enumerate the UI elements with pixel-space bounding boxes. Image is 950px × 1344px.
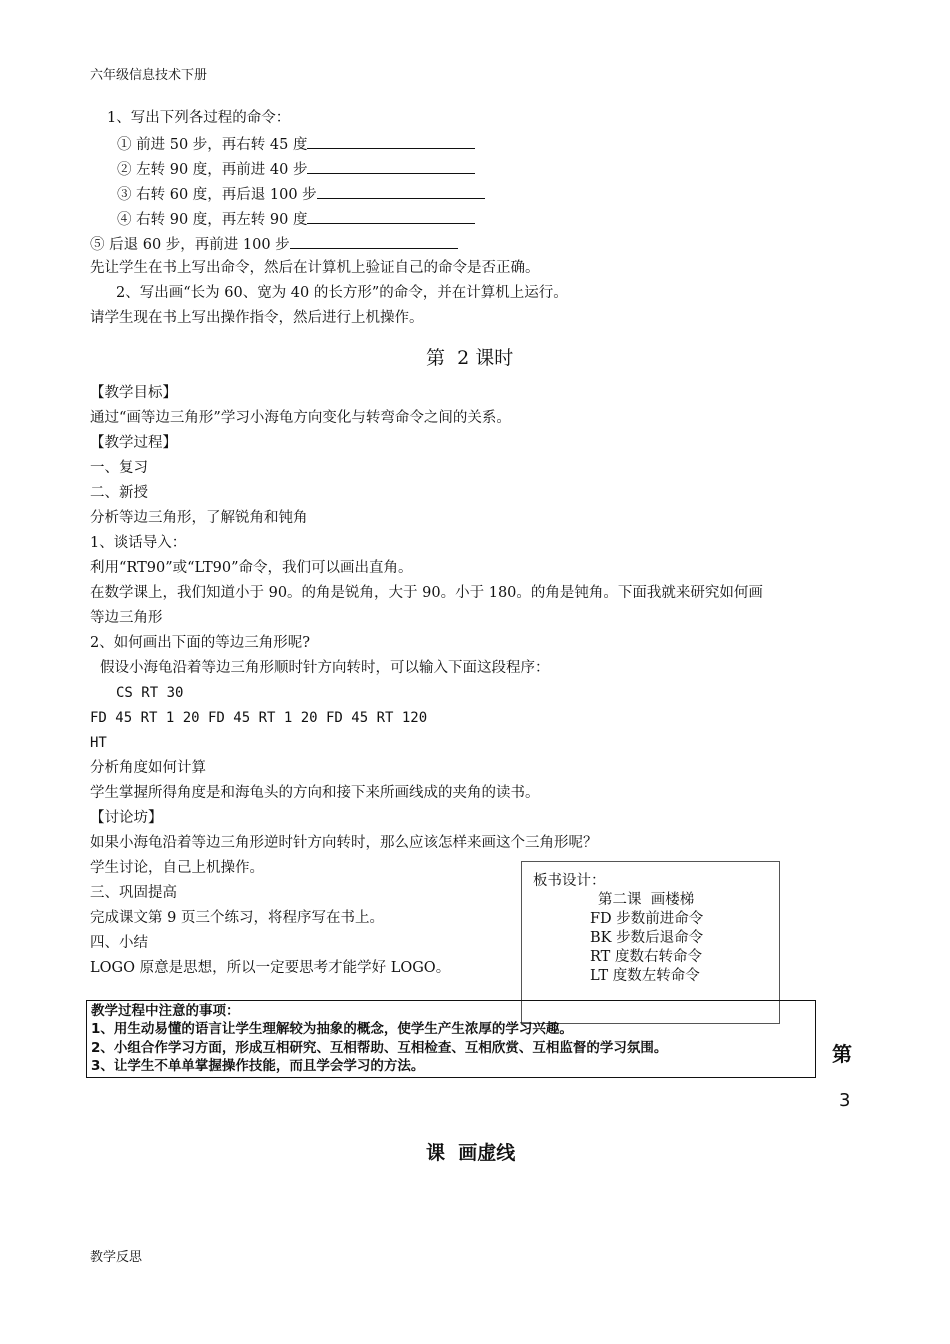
exercise2-note: 请学生现在书上写出操作指令，然后进行上机操作。 bbox=[90, 310, 424, 326]
assume-text: 假设小海龟沿着等边三角形顺时针方向转时，可以输入下面这段程序： bbox=[100, 660, 550, 676]
section-new: 二、新授 bbox=[90, 485, 148, 501]
notes-item: 1、用生动易懂的语言让学生理解较为抽象的概念，使学生产生浓厚的学习兴趣。 bbox=[91, 1021, 573, 1037]
intro-text: 利用“RT90”或“LT90”命令，我们可以画出直角。 bbox=[90, 560, 413, 576]
discuss-heading: 【讨论坊】 bbox=[90, 810, 163, 826]
exercise1-title: 1、写出下列各过程的命令： bbox=[107, 110, 291, 126]
lesson2-title: 第 2 课时 bbox=[426, 347, 514, 369]
code-line: CS RT 30 bbox=[116, 685, 184, 701]
goal-heading: 【教学目标】 bbox=[90, 385, 177, 401]
code-line: FD 45 RT 1 20 FD 45 RT 1 20 FD 45 RT 120 bbox=[90, 710, 428, 726]
section-review: 一、复习 bbox=[90, 460, 148, 476]
board-line: 第二课 画楼梯 bbox=[598, 892, 695, 908]
exercise1-item: ③ 右转 60 度，再后退 100 步 bbox=[117, 183, 485, 205]
math-text-line1: 在数学课上，我们知道小于 90。的角是锐角，大于 90。小于 180。的角是钝角。下面我就来研究如何画 bbox=[90, 585, 763, 601]
page-header: 六年级信息技术下册 bbox=[90, 68, 208, 83]
exercise1-item: ④ 右转 90 度，再左转 90 度 bbox=[117, 208, 475, 230]
exercise1-item: ① 前进 50 步，再右转 45 度 bbox=[117, 133, 475, 155]
discuss-answer: 学生讨论，自己上机操作。 bbox=[90, 860, 264, 876]
page-footer: 教学反思 bbox=[90, 1250, 143, 1265]
notes-item: 2、小组合作学习方面，形成互相研究、互相帮助、互相检查、互相欣赏、互相监督的学习氛围。 bbox=[91, 1040, 668, 1056]
board-line: BK 步数后退命令 bbox=[590, 930, 704, 946]
summary-text: LOGO 原意是思想，所以一定要思考才能学好 LOGO。 bbox=[90, 960, 451, 976]
code-line: HT bbox=[90, 735, 107, 751]
analysis-text: 分析等边三角形，了解锐角和钝角 bbox=[90, 510, 308, 526]
student-angle: 学生掌握所得角度是和海龟头的方向和接下来所画线成的夹角的读书。 bbox=[90, 785, 540, 801]
lesson3-title-part: 3 bbox=[839, 1090, 851, 1111]
teaching-notes-box bbox=[86, 1000, 816, 1078]
exercise1-item: ② 左转 90 度，再前进 40 步 bbox=[117, 158, 475, 180]
practice-text: 完成课文第 9 页三个练习，将程序写在书上。 bbox=[90, 910, 384, 926]
angle-calc: 分析角度如何计算 bbox=[90, 760, 206, 776]
board-title: 板书设计： bbox=[533, 873, 606, 889]
lesson3-title: 课 画虚线 bbox=[426, 1142, 516, 1164]
board-line: LT 度数左转命令 bbox=[590, 968, 700, 984]
notes-item: 3、让学生不单单掌握操作技能，而且学会学习的方法。 bbox=[91, 1058, 425, 1074]
board-line: RT 度数右转命令 bbox=[590, 949, 702, 965]
section-consolidate: 三、巩固提高 bbox=[90, 885, 177, 901]
exercise1-note: 先让学生在书上写出命令，然后在计算机上验证自己的命令是否正确。 bbox=[90, 260, 540, 276]
notes-title: 教学过程中注意的事项： bbox=[91, 1003, 240, 1019]
section-summary: 四、小结 bbox=[90, 935, 148, 951]
math-text-line2: 等边三角形 bbox=[90, 610, 163, 626]
goal-text: 通过“画等边三角形”学习小海龟方向变化与转弯命令之间的关系。 bbox=[90, 410, 511, 426]
question-2: 2、如何画出下面的等边三角形呢? bbox=[90, 635, 310, 651]
process-heading: 【教学过程】 bbox=[90, 435, 177, 451]
exercise1-item: ⑤ 后退 60 步，再前进 100 步 bbox=[90, 233, 458, 255]
board-line: FD 步数前进命令 bbox=[590, 911, 704, 927]
lesson3-title-part: 第 bbox=[832, 1042, 852, 1066]
intro-title: 1、谈话导入： bbox=[90, 535, 187, 551]
discuss-question: 如果小海龟沿着等边三角形逆时针方向转时，那么应该怎样来画这个三角形呢？ bbox=[90, 835, 598, 851]
exercise2: 2、写出画“长为 60、宽为 40 的长方形”的命令，并在计算机上运行。 bbox=[116, 285, 568, 301]
